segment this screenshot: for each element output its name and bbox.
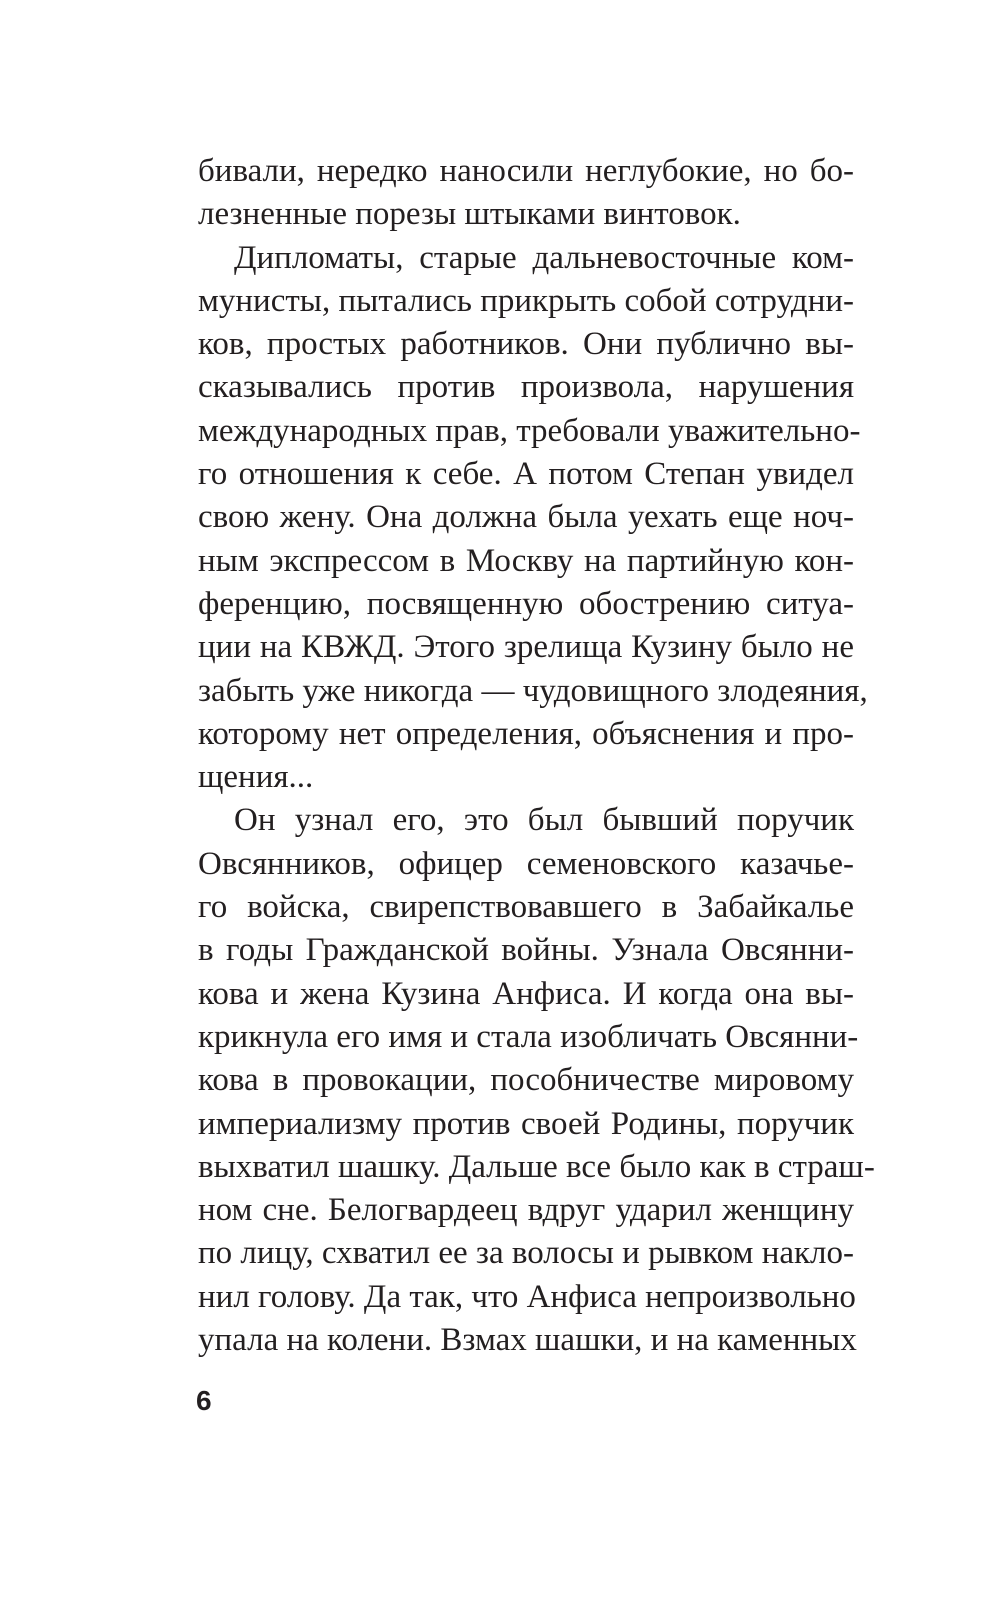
text-line: лезненные порезы штыками винтовок. bbox=[198, 196, 741, 233]
text-line: империализму против своей Родины, поручик bbox=[198, 1105, 854, 1142]
text-line: кова в провокации, пособничестве мировому bbox=[198, 1062, 854, 1099]
text-line: Овсянников, офицер семеновского казачье- bbox=[198, 845, 854, 882]
text-line: щения... bbox=[198, 759, 314, 796]
text-line: международных прав, требовали уважительно- bbox=[198, 412, 861, 449]
text-line: нил голову. Да так, что Анфиса непроизвольно bbox=[198, 1278, 856, 1315]
text-line: го войска, свирепствовавшего в Забайкалье bbox=[198, 889, 854, 926]
text-line: забыть уже никогда — чудовищного злодеяния, bbox=[198, 672, 868, 709]
text-line: ков, простых работников. Они публично вы- bbox=[198, 326, 854, 363]
text-line: свою жену. Она должна была уехать еще ноч- bbox=[198, 499, 854, 536]
page-number: 6 bbox=[196, 1385, 212, 1416]
text-line: ции на КВЖД. Этого зрелища Кузину было не bbox=[198, 629, 854, 666]
text-line: Дипломаты, старые дальневосточные ком- bbox=[234, 239, 854, 276]
text-line: по лицу, схватил ее за волосы и рывком накло- bbox=[198, 1235, 854, 1272]
text-line: мунисты, пытались прикрыть собой сотрудни- bbox=[198, 282, 854, 319]
text-line: которому нет определения, объяснения и про- bbox=[198, 715, 854, 752]
text-line: Он узнал его, это был бывший поручик bbox=[234, 802, 854, 839]
text-line: крикнула его имя и стала изобличать Овсянни- bbox=[198, 1018, 859, 1055]
text-line: ном сне. Белогвардеец вдруг ударил женщину bbox=[198, 1192, 854, 1229]
body-text bbox=[198, 150, 875, 1362]
text-line: кова и жена Кузина Анфиса. И когда она вы- bbox=[198, 975, 854, 1012]
text-line: го отношения к себе. А потом Степан увидел bbox=[198, 456, 854, 493]
text-line: в годы Гражданской войны. Узнала Овсянни- bbox=[198, 932, 854, 969]
text-line: бивали, нередко наносили неглубокие, но бо- bbox=[198, 153, 854, 189]
text-line: ным экспрессом в Москву на партийную кон- bbox=[198, 542, 854, 579]
text-line: упала на колени. Взмах шашки, и на каменных bbox=[198, 1322, 857, 1359]
text-line: выхватил шашку. Дальше все было как в страш- bbox=[198, 1148, 875, 1185]
text-line: сказывались против произвола, нарушения bbox=[198, 369, 854, 406]
text-line: ференцию, посвященную обострению ситуа- bbox=[198, 585, 854, 622]
